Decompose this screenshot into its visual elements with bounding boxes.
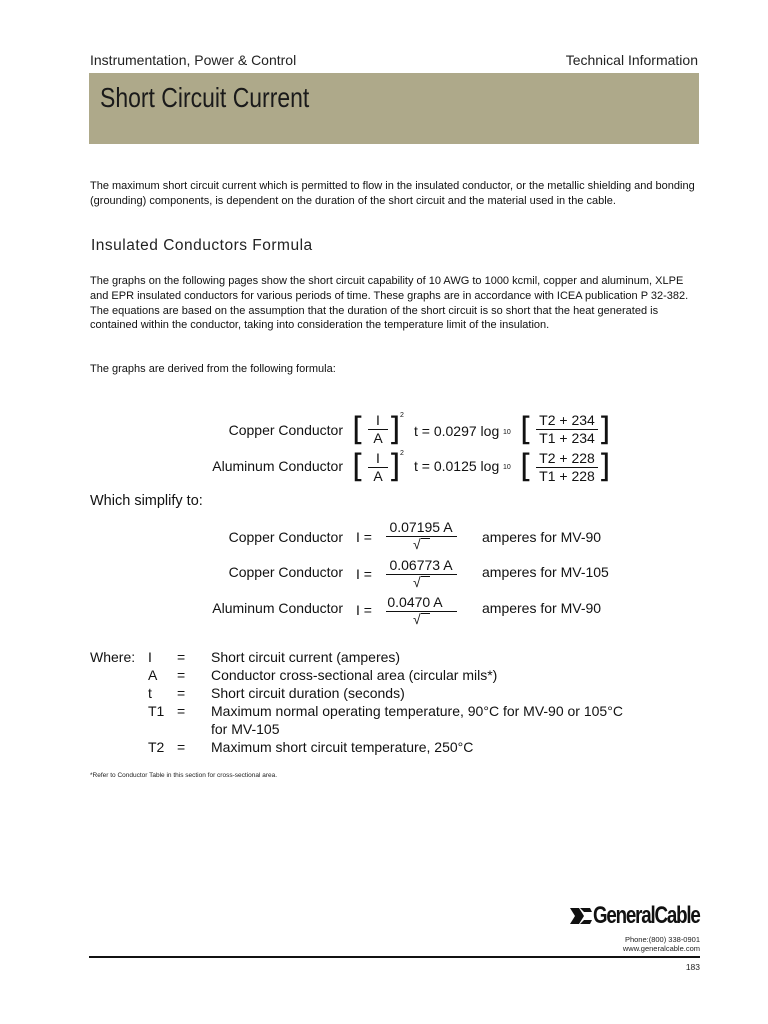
footer-divider	[89, 956, 700, 958]
formula-lhs: I =	[356, 566, 372, 582]
sqrt-overline	[421, 576, 430, 577]
variable-symbol: T1	[148, 703, 165, 719]
phone-number: Phone:(800) 338-0901	[624, 935, 700, 944]
ratio-numerator: I	[376, 412, 380, 428]
page-number: 183	[685, 962, 700, 972]
right-bracket: ]	[598, 410, 611, 448]
formula-label: Aluminum Conductor	[212, 458, 343, 474]
section-heading: Insulated Conductors Formula	[91, 237, 313, 254]
formula-label: Aluminum Conductor	[212, 600, 343, 616]
formula-units: amperes for MV-105	[482, 564, 609, 580]
logo-mark-icon	[568, 902, 594, 930]
right-bracket: ]	[598, 447, 611, 485]
log-base: 10	[503, 464, 511, 471]
where-label: Where:	[90, 649, 136, 665]
variable-definition: Maximum short circuit temperature, 250°C	[211, 739, 474, 755]
variable-symbol: t	[148, 685, 152, 701]
sqrt-symbol: √	[413, 536, 421, 552]
formula-label: Copper Conductor	[228, 529, 343, 545]
left-bracket: [	[352, 447, 365, 485]
variable-definition: Maximum normal operating temperature, 90°C for MV-90 or 105°C	[211, 703, 623, 719]
right-bracket: ]	[388, 410, 401, 448]
formula-numerator: 0.0470 A	[387, 594, 443, 610]
left-bracket: [	[520, 410, 533, 448]
formula-numerator: 0.06773 A	[389, 557, 453, 573]
sqrt-overline	[421, 613, 430, 614]
equals-sign: =	[177, 685, 186, 701]
temp-numerator: T2 + 234	[539, 412, 595, 428]
derived-paragraph: The graphs are derived from the following formula:	[90, 363, 336, 375]
formula-units: amperes for MV-90	[482, 529, 602, 545]
exponent: 2	[400, 412, 404, 419]
variable-symbol: A	[148, 667, 158, 683]
sqrt-symbol: √	[413, 574, 421, 590]
equals-sign: =	[177, 703, 186, 719]
fraction-bar	[386, 574, 457, 575]
equation-text: t = 0.0125 log	[414, 458, 500, 474]
variable-definition-continued: for MV-105	[211, 721, 280, 737]
ratio-numerator: I	[376, 450, 380, 466]
equals-sign: =	[177, 667, 186, 683]
logo-wordmark: GeneralCable	[593, 902, 700, 929]
simplify-heading: Which simplify to:	[90, 493, 203, 509]
formula-lhs: I =	[356, 602, 372, 618]
right-bracket: ]	[388, 447, 401, 485]
variable-symbol: T2	[148, 739, 165, 755]
formula-lhs: I =	[356, 529, 372, 545]
ratio-denominator: A	[373, 430, 383, 446]
general-cable-logo	[568, 902, 702, 930]
variable-symbol: I	[148, 649, 152, 665]
fraction-bar	[386, 536, 457, 537]
left-bracket: [	[352, 410, 365, 448]
sqrt-overline	[421, 538, 430, 539]
title-banner	[89, 73, 699, 144]
header-section-label: Instrumentation, Power & Control	[90, 52, 297, 68]
formula-units: amperes for MV-90	[482, 600, 602, 616]
temp-denominator: T1 + 234	[539, 430, 595, 446]
fraction-bar	[386, 611, 457, 612]
sqrt-symbol: √	[413, 611, 421, 627]
formula-numerator: 0.07195 A	[389, 519, 453, 535]
variable-definition: Short circuit current (amperes)	[211, 649, 401, 665]
variable-definition: Short circuit duration (seconds)	[211, 685, 405, 701]
variable-definition: Conductor cross-sectional area (circular mils*)	[211, 667, 498, 683]
formula-label: Copper Conductor	[228, 422, 343, 438]
footnote: *Refer to Conductor Table in this section for cross-sectional area.	[90, 772, 278, 779]
header-category-label: Technical Information	[565, 52, 698, 68]
exponent: 2	[400, 450, 404, 457]
temp-denominator: T1 + 228	[539, 468, 595, 484]
equals-sign: =	[177, 649, 186, 665]
intro-paragraph: The maximum short circuit current which is permitted to flow in the insulated conductor, or the metallic shielding and bonding (grounding) components, is dependent on the duration of the short circuit and the material used in the cable.	[90, 180, 695, 207]
temp-numerator: T2 + 228	[539, 450, 595, 466]
graphs-paragraph: The graphs on the following pages show the short circuit capability of 10 AWG to 1000 kcmil, copper and aluminum, XLPE and EPR insulated conductors for various periods of time. These graphs are in accordance with ICEA publication P 32-382. The equations are based on the assumption that the duration of the short circuit is so short that the heat generated is contained within the conductor, taking into consideration the temperature limit of the insulation.	[90, 275, 689, 332]
page-title: Short Circuit Current	[100, 82, 310, 113]
log-base: 10	[503, 429, 511, 436]
website-url: www.generalcable.com	[622, 944, 700, 953]
left-bracket: [	[520, 447, 533, 485]
equals-sign: =	[177, 739, 186, 755]
formula-label: Copper Conductor	[228, 564, 343, 580]
ratio-denominator: A	[373, 468, 383, 484]
equation-text: t = 0.0297 log	[414, 423, 500, 439]
